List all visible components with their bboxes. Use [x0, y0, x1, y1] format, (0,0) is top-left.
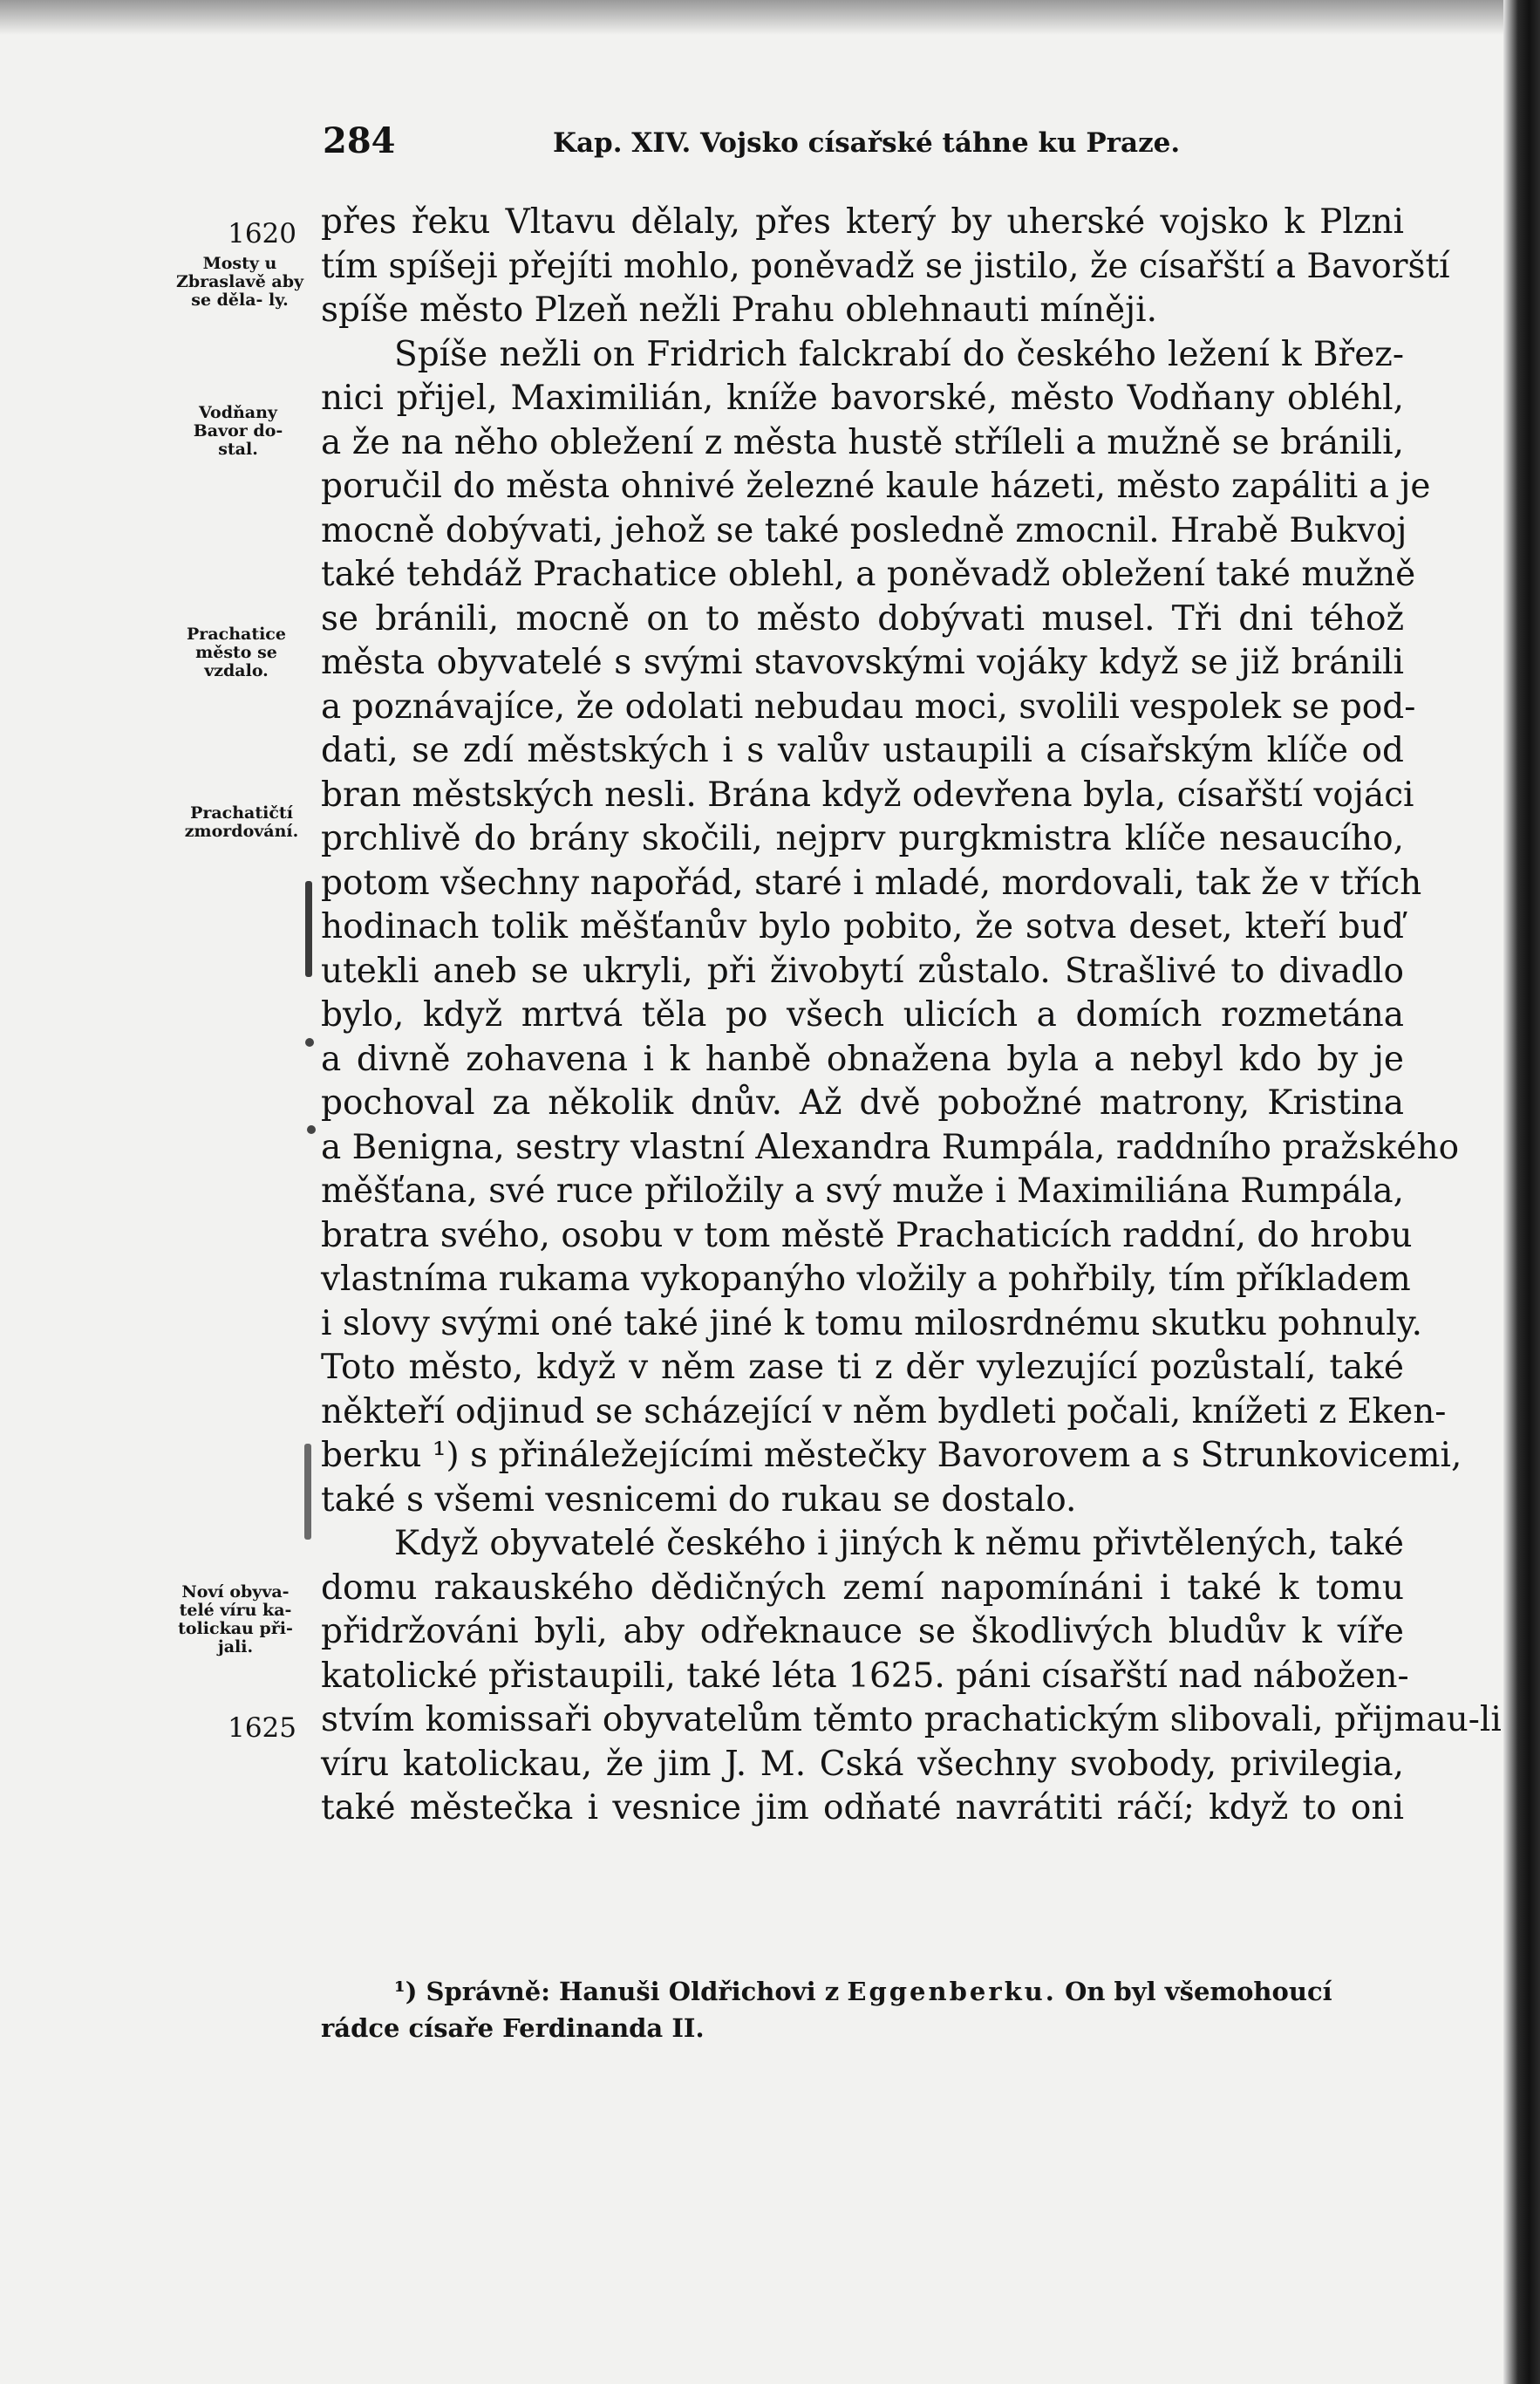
margin-note-novi: Noví obyva- telé víru ka- tolickau při- jali.	[178, 1582, 293, 1657]
margin-note-mosty: Mosty u Zbraslavě aby se děla- ly.	[175, 254, 304, 310]
text-line: a poznávajíce, že odolati nebudau moci, svolili vespolek se pod-	[321, 687, 1416, 727]
text-line: víru katolickau, že jim J. M. Cská všechny svobody, privilegia,	[321, 1744, 1404, 1784]
scan-shadow	[0, 0, 1540, 35]
running-head: Kap. XIV. Vojsko císařské táhne ku Praze.	[553, 127, 1181, 159]
text-line: města obyvatelé s svými stavovskými vojáky když se již bránili	[321, 643, 1404, 682]
text-line: a Benigna, sestry vlastní Alexandra Rumpála, raddního pražského	[321, 1127, 1460, 1167]
text-line: někteří odjinud se scházející v něm bydleti počali, knížeti z Eken-	[321, 1391, 1447, 1431]
text-line: Spíše nežli on Fridrich falckrabí do českého ležení k Břez-	[394, 334, 1404, 374]
text-line: prchlivě do brány skočili, nejprv purgkmistra klíče nesaucího,	[321, 819, 1404, 858]
paragraph-1	[321, 201, 1450, 333]
scan-artifact	[305, 1038, 314, 1047]
text-line: bran městských nesli. Brána když odevřena byla, císařští vojáci	[321, 775, 1414, 815]
margin-year-1625: 1625	[228, 1712, 296, 1744]
text-line: měšťana, své ruce přiložily a svý muže i Maximiliána Rumpála,	[321, 1172, 1404, 1211]
text-line: také tehdáž Prachatice oblehl, a poněvadž obležení také mužně	[321, 555, 1416, 594]
scan-artifact	[304, 1444, 311, 1540]
paragraph-2	[321, 333, 1462, 1523]
text-line: přidržováni byli, aby odřeknauce se škodlivých bludův k víře	[321, 1612, 1404, 1651]
text-line: také s všemi vesnicemi do rukau se dostalo.	[321, 1479, 1077, 1520]
text-line: berku ¹) s přináležejícími městečky Bavorovem a s Strunkovicemi,	[321, 1436, 1462, 1475]
scan-artifact	[307, 1125, 316, 1134]
text-line: a že na něho obležení z města hustě stříleli a mužně se bránili,	[321, 422, 1404, 462]
text-line: bratra svého, osobu v tom městě Prachaticích raddní, do hrobu	[321, 1215, 1413, 1255]
text-line: pochoval za několik dnův. Až dvě pobožné matrony, Kristina	[321, 1083, 1404, 1123]
text-line: mocně dobývati, jehož se také posledně zmocnil. Hrabě Bukvoj	[321, 510, 1407, 550]
text-line: a divně zohavena i k hanbě obnažena byla a nebyl kdo by je	[321, 1039, 1404, 1079]
text-line: Toto město, když v něm zase ti z děr vylezující pozůstalí, také	[321, 1348, 1404, 1387]
text-line: vlastníma rukama vykopanýho vložily a pohřbily, tím příkladem	[321, 1260, 1411, 1299]
text-line: potom všechny napořád, staré i mladé, mordovali, tak že v třích	[321, 863, 1422, 903]
footnote-prefix: ¹) Správně: Hanuši Oldřichovi z	[394, 1977, 840, 2006]
text-line: přes řeku Vltavu dělaly, přes který by uherské vojsko k Plzni	[321, 202, 1404, 242]
page-number: 284	[323, 120, 396, 161]
paragraph-3	[321, 1522, 1502, 1831]
footnote-line	[321, 1973, 1404, 2010]
text-line: i slovy svými oné také jiné k tomu milosrdnému skutku pohnuly.	[321, 1303, 1423, 1343]
book-edge	[1503, 0, 1540, 2384]
body-text	[321, 201, 1502, 1831]
margin-year-1620: 1620	[228, 218, 296, 249]
page-header	[323, 120, 1404, 173]
scan-artifact	[305, 881, 312, 977]
text-line: dati, se zdí městských i s valův ustaupili a císařským klíče od	[321, 731, 1404, 770]
text-line: bylo, když mrtvá těla po všech ulicích a domích rozmetána	[321, 995, 1404, 1035]
margin-note-prachatice: Prachatice město se vzdalo.	[187, 625, 286, 680]
text-line: nici přijel, Maximilián, kníže bavorské, město Vodňany obléhl,	[321, 379, 1404, 418]
text-line: se bránili, mocně on to město dobývati musel. Tři dni téhož	[321, 598, 1404, 639]
text-line: tím spíšeji přejíti mohlo, poněvadž se jistilo, že císařští a Bavorští	[321, 246, 1450, 286]
footnote-suffix: On byl všemohoucí	[1065, 1977, 1332, 2006]
text-line: stvím komissaři obyvatelům těmto prachatickým slibovali, přijmau-li	[321, 1700, 1502, 1739]
text-line: také městečka i vesnice jim odňaté navrátiti ráčí; když to oni	[321, 1788, 1404, 1827]
text-line: utekli aneb se ukryli, při živobytí zůstalo. Strašlivé to divadlo	[321, 951, 1404, 991]
margin-note-vodnany: Vodňany Bavor do- stal.	[193, 403, 283, 459]
text-line: katolické přistaupili, také léta 1625. páni císařští nad nábožen-	[321, 1656, 1409, 1696]
margin-note-prachaticti: Prachatičtí zmordování.	[184, 803, 299, 841]
text-line: domu rakauského dědičných zemí napomínáni i také k tomu	[321, 1568, 1404, 1608]
text-line: spíše město Plzeň nežli Prahu oblehnauti míněji.	[321, 290, 1158, 330]
footnote-name: Eggenberku.	[847, 1977, 1057, 2006]
text-line: hodinach tolik měšťanův bylo pobito, že sotva deset, kteří buď	[321, 907, 1404, 946]
text-line: Když obyvatelé českého i jiných k němu přivtělených, také	[394, 1524, 1404, 1563]
text-line: poručil do města ohnivé železné kaule házeti, město zapáliti a je	[321, 467, 1431, 506]
footnote-line-2: rádce císaře Ferdinanda II.	[321, 2013, 705, 2043]
footnote	[321, 1973, 1404, 2046]
